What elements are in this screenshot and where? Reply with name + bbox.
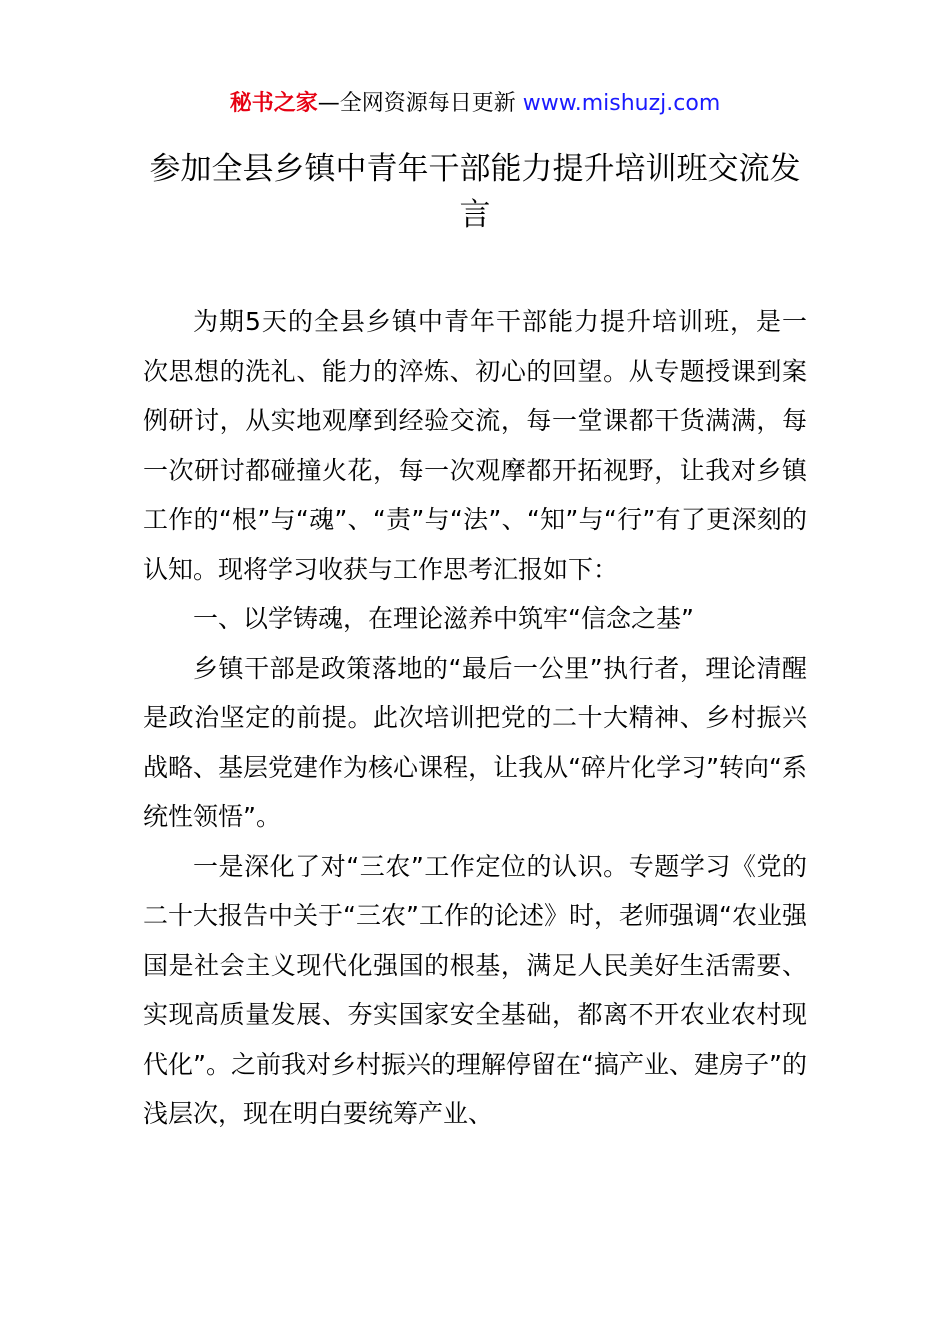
paragraph-section-1: 乡镇干部是政策落地的“最后一公里”执行者，理论清醒是政治坚定的前提。此次培训把党的二十大精神、乡村振兴战略、基层党建作为核心课程，让我从“碎片化学习”转向“系统性领悟”。: [143, 653, 807, 831]
paragraph-point-1: 一是深化了对“三农”工作定位的认识。专题学习《党的二十大报告中关于“三农”工作的论述》时，老师强调“农业强国是社会主义现代化强国的根基，满足人民美好生活需要、实现高质量发展、夯实国家安全基础，都离不开农业农村现代化”。之前我对乡村振兴的理解停留在“搞产业、建房子”的浅层次，现在明白要统筹产业、: [143, 851, 807, 1128]
document-title: 参加全县乡镇中青年干部能力提升培训班交流发言: [149, 151, 801, 233]
site-url-link[interactable]: www.mishuzj.com: [522, 91, 721, 116]
site-header: [0, 88, 950, 120]
document-body: [143, 297, 807, 1139]
site-tagline: —全网资源每日更新: [317, 91, 523, 116]
site-brand: 秘书之家: [229, 91, 318, 116]
paragraph-intro: 为期5天的全县乡镇中青年干部能力提升培训班，是一次思想的洗礼、能力的淬炼、初心的回望。从专题授课到案例研讨，从实地观摩到经验交流，每一堂课都干货满满，每一次研讨都碰撞火花，每一次观摩都开拓视野，让我对乡镇工作的“根”与“魂”、“责”与“法”、“知”与“行”有了更深刻的认知。现将学习收获与工作思考汇报如下：: [143, 307, 807, 584]
section-heading-1: 一、以学铸魂，在理论滋养中筑牢“信念之基”: [193, 604, 694, 633]
